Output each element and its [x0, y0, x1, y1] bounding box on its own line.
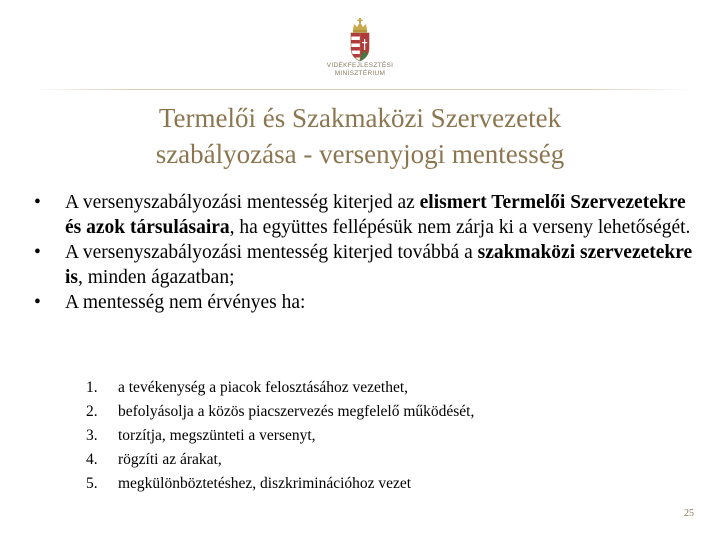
slide-title: [60, 100, 660, 172]
conditions-list: [86, 376, 646, 496]
bullet-emphasis: elismert Termelői Szervezetekre és azok társulásaira: [65, 192, 686, 238]
bullet-text: A mentesség nem érvényes ha:: [65, 292, 306, 313]
bullet-text: A versenyszabályozási mentesség kiterjed az: [65, 192, 420, 213]
condition-text: a tevékenység a piacok felosztásához vezethet,: [118, 379, 409, 396]
condition-number: 5.: [86, 475, 98, 492]
condition-item: [86, 376, 646, 400]
bullet-text: , minden ágazatban;: [78, 267, 235, 288]
hungarian-coat-of-arms-icon: [345, 18, 375, 62]
condition-item: [86, 448, 646, 472]
bullet-emphasis: szakmaközi szervezetekre is: [65, 242, 693, 288]
title-line-1: Termelői és Szakmaközi Szervezetek: [158, 103, 562, 133]
condition-text: megkülönböztetéshez, diszkriminációhoz vezet: [118, 475, 412, 492]
ministry-name: [300, 62, 420, 78]
condition-number: 2.: [86, 403, 98, 420]
condition-text: torzítja, megszünteti a versenyt,: [118, 427, 316, 444]
bullet-item: [30, 240, 698, 290]
condition-text: rögzíti az árakat,: [118, 451, 222, 468]
condition-text: befolyásolja a közös piacszervezés megfelelő működését,: [118, 403, 475, 420]
condition-item: [86, 424, 646, 448]
condition-item: [86, 400, 646, 424]
title-line-2: szabályozása - versenyjogi mentesség: [155, 139, 565, 169]
slide-header: [0, 0, 720, 90]
bullet-text: , ha együttes fellépésük nem zárja ki a verseny lehetőségét.: [229, 217, 691, 238]
ministry-line-2: MINISZTÉRIUM: [334, 70, 386, 77]
bullet-list: [30, 190, 698, 315]
condition-number: 1.: [86, 379, 98, 396]
ministry-line-1: VIDÉKFEJLESZTÉSI: [326, 62, 394, 69]
bullet-item: [30, 190, 698, 240]
condition-number: 4.: [86, 451, 98, 468]
condition-item: [86, 472, 646, 496]
page-number: 25: [684, 508, 694, 519]
bullet-item: [30, 290, 698, 315]
bullet-text: A versenyszabályozási mentesség kiterjed továbbá a: [65, 242, 478, 263]
condition-number: 3.: [86, 427, 98, 444]
header-divider: [30, 89, 690, 90]
